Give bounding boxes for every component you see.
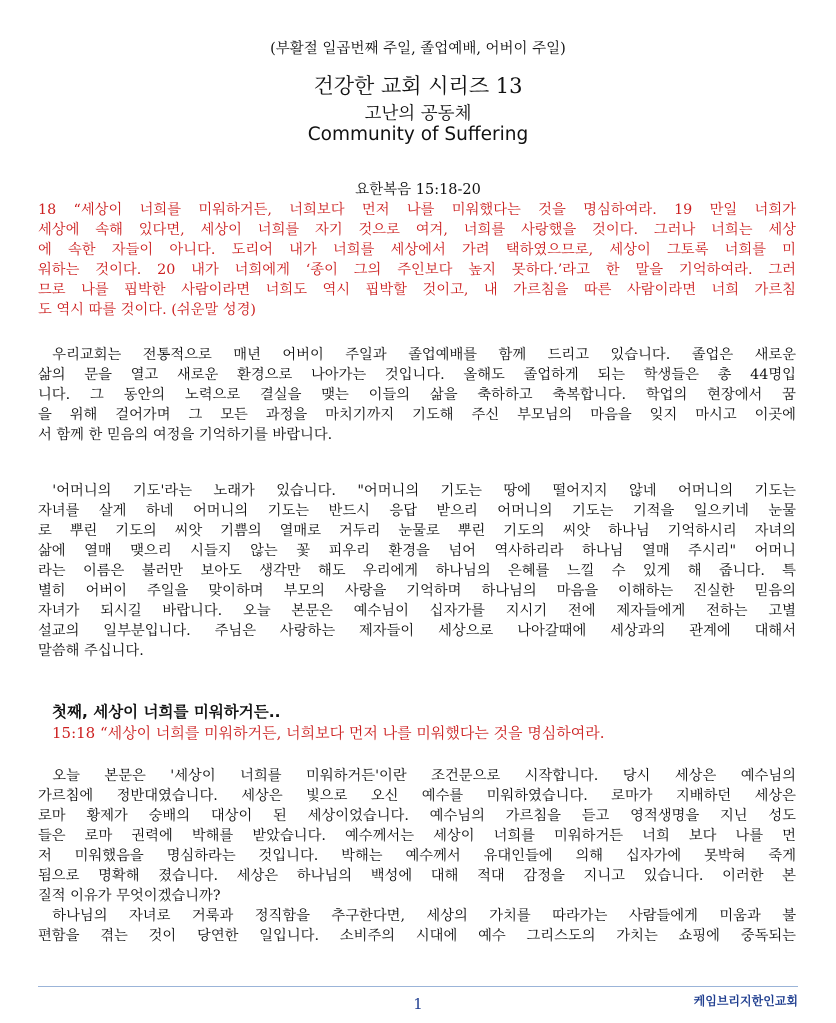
paragraph-line: 삶에 열매 맺으리 시들지 않는 꽃 피우리 환경을 넘어 역사하리라 하나님 열매 주시리" 어머니 bbox=[38, 543, 796, 559]
service-occasion: (부활절 일곱번째 주일, 졸업예배, 어버이 주일) bbox=[270, 41, 566, 57]
paragraph-line: 설교의 일부분입니다. 주님은 사랑하는 제자들이 세상으로 나아갈때에 세상과의 관계에 대해서 bbox=[38, 623, 796, 639]
paragraph-mothers-prayer bbox=[38, 481, 796, 661]
paragraph-line: 서 함께 한 믿음의 여정을 기억하기를 바랍니다. bbox=[38, 427, 333, 443]
paragraph-line: 로 뿌린 기도의 씨앗 기쁨의 열매로 거두리 눈물로 뿌린 기도의 씨앗 하나님 기억하시리 자녀의 bbox=[38, 523, 796, 539]
sermon-subtitle-english: Community of Suffering bbox=[307, 124, 529, 145]
paragraph-line: 가르침에 정반대였습니다. 세상은 빛으로 오신 예수를 미워하였습니다. 로마가 지배하던 세상은 bbox=[38, 788, 796, 804]
scripture-line: 므로 나를 핍박한 사람이라면 너희도 역시 핍박할 것이고, 내 가르침을 따른 사람이라면 너희 가르침 bbox=[38, 282, 796, 298]
paragraph-world-hatred bbox=[38, 766, 796, 946]
paragraph-line: 오늘 본문은 '세상이 너희를 미워하거든'이란 조건문으로 시작합니다. 당시 세상은 예수님의 bbox=[52, 768, 796, 784]
paragraph-line: 자녀가 되시길 바랍니다. 오늘 본문은 예수님이 십자가를 지시기 전에 제자들에게 전하는 고별 bbox=[38, 603, 796, 619]
sermon-title: 건강한 교회 시리즈 13 bbox=[313, 74, 523, 98]
paragraph-line: 하나님의 자녀로 거룩과 정직함을 추구한다면, 세상의 가치를 따라가는 사람들에게 미움과 불 bbox=[52, 908, 796, 924]
page-number: 1 bbox=[413, 995, 423, 1013]
scripture-line: 세상에 속해 있다면, 세상이 너희를 자기 것으로 여겨, 너희를 사랑했을 것이다. 그러나 너희는 세상 bbox=[38, 222, 796, 238]
paragraph-line: 됨으로 명확해 졌습니다. 세상은 하나님의 백성에 대해 적대 감정을 지니고 있습니다. 이러한 본 bbox=[38, 868, 796, 884]
scripture-passage bbox=[38, 200, 796, 320]
paragraph-line: 별히 어버이 주일을 맞이하며 부모의 사랑을 기억하며 하나님의 마음을 이해하는 진실한 믿음의 bbox=[38, 583, 796, 599]
paragraph-line: 을 위해 걸어가며 그 모든 과정을 마치기까지 기도해 주신 부모님의 마음을 잊지 마시고 이곳에 bbox=[38, 407, 796, 423]
paragraph-graduation bbox=[38, 345, 796, 445]
paragraph-line: 라는 이름은 불러만 보아도 생각만 해도 우리에게 하나님의 은혜를 느낄 수 있게 해 줍니다. 특 bbox=[38, 563, 796, 579]
scripture-reference: 요한복음 15:18-20 bbox=[355, 182, 481, 198]
paragraph-line: 로마 황제가 숭배의 대상이 된 세상이었습니다. 예수님의 가르침을 듣고 영적생명을 지닌 성도 bbox=[38, 808, 796, 824]
footer-divider bbox=[38, 986, 798, 987]
paragraph-line: 편함을 겪는 것이 당연한 일입니다. 소비주의 시대에 예수 그리스도의 가치는 쇼핑에 중독되는 bbox=[38, 928, 796, 944]
paragraph-line: 삶의 문을 열고 새로운 환경으로 나아가는 것입니다. 올해도 졸업하게 되는 학생들은 총 44명입 bbox=[38, 367, 796, 383]
scripture-line: 에 속한 자들이 아니다. 도리어 내가 너희를 세상에서 가려 택하였으므로, 세상이 그토록 너희를 미 bbox=[38, 242, 796, 258]
sermon-subtitle-korean: 고난의 공동체 bbox=[364, 104, 472, 124]
paragraph-line: 들은 로마 권력에 박해를 받았습니다. 예수께서는 세상이 너희를 미워하거든 너희 보다 나를 먼 bbox=[38, 828, 796, 844]
paragraph-line: 말씀해 주십니다. bbox=[38, 643, 144, 659]
paragraph-line: 저 미워했음을 명심하라는 것입니다. 박해는 예수께서 유대인들에 의해 십자가에 못박혀 죽게 bbox=[38, 848, 796, 864]
paragraph-line: '어머니의 기도'라는 노래가 있습니다. "어머니의 기도는 땅에 떨어지지 않네 어머니의 기도는 bbox=[52, 483, 796, 499]
section-verse: 15:18 “세상이 너희를 미워하거든, 너희보다 먼저 나를 미워했다는 것을 명심하여라. bbox=[52, 724, 605, 742]
scripture-line: 도 역시 따를 것이다. (쉬운말 성경) bbox=[38, 302, 256, 318]
paragraph-line: 우리교회는 전통적으로 매년 어버이 주일과 졸업예배를 함께 드리고 있습니다. 졸업은 새로운 bbox=[52, 347, 796, 363]
paragraph-line: 질적 이유가 무엇이겠습니까? bbox=[38, 888, 221, 904]
scripture-line: 워하는 것이다. 20 내가 너희에게 ‘종이 그의 주인보다 높지 못하다.’라고 한 말을 기억하여라. 그러 bbox=[38, 262, 796, 278]
paragraph-line: 자녀를 살게 하네 어머니의 기도는 반드시 응답 받으리 어머니의 기도는 기적을 일으키네 눈물 bbox=[38, 503, 796, 519]
scripture-line: 18 “세상이 너희를 미워하거든, 너희보다 먼저 나를 미워했다는 것을 명심하여라. 19 만일 너희가 bbox=[38, 202, 796, 218]
section-heading: 첫째, 세상이 너희를 미워하거든.. bbox=[52, 703, 281, 721]
church-name: 케임브리지한인교회 bbox=[693, 994, 798, 1008]
paragraph-line: 니다. 그 동안의 노력으로 결실을 맺는 이들의 삶을 축하하고 축복합니다. 학업의 현장에서 꿈 bbox=[38, 387, 796, 403]
